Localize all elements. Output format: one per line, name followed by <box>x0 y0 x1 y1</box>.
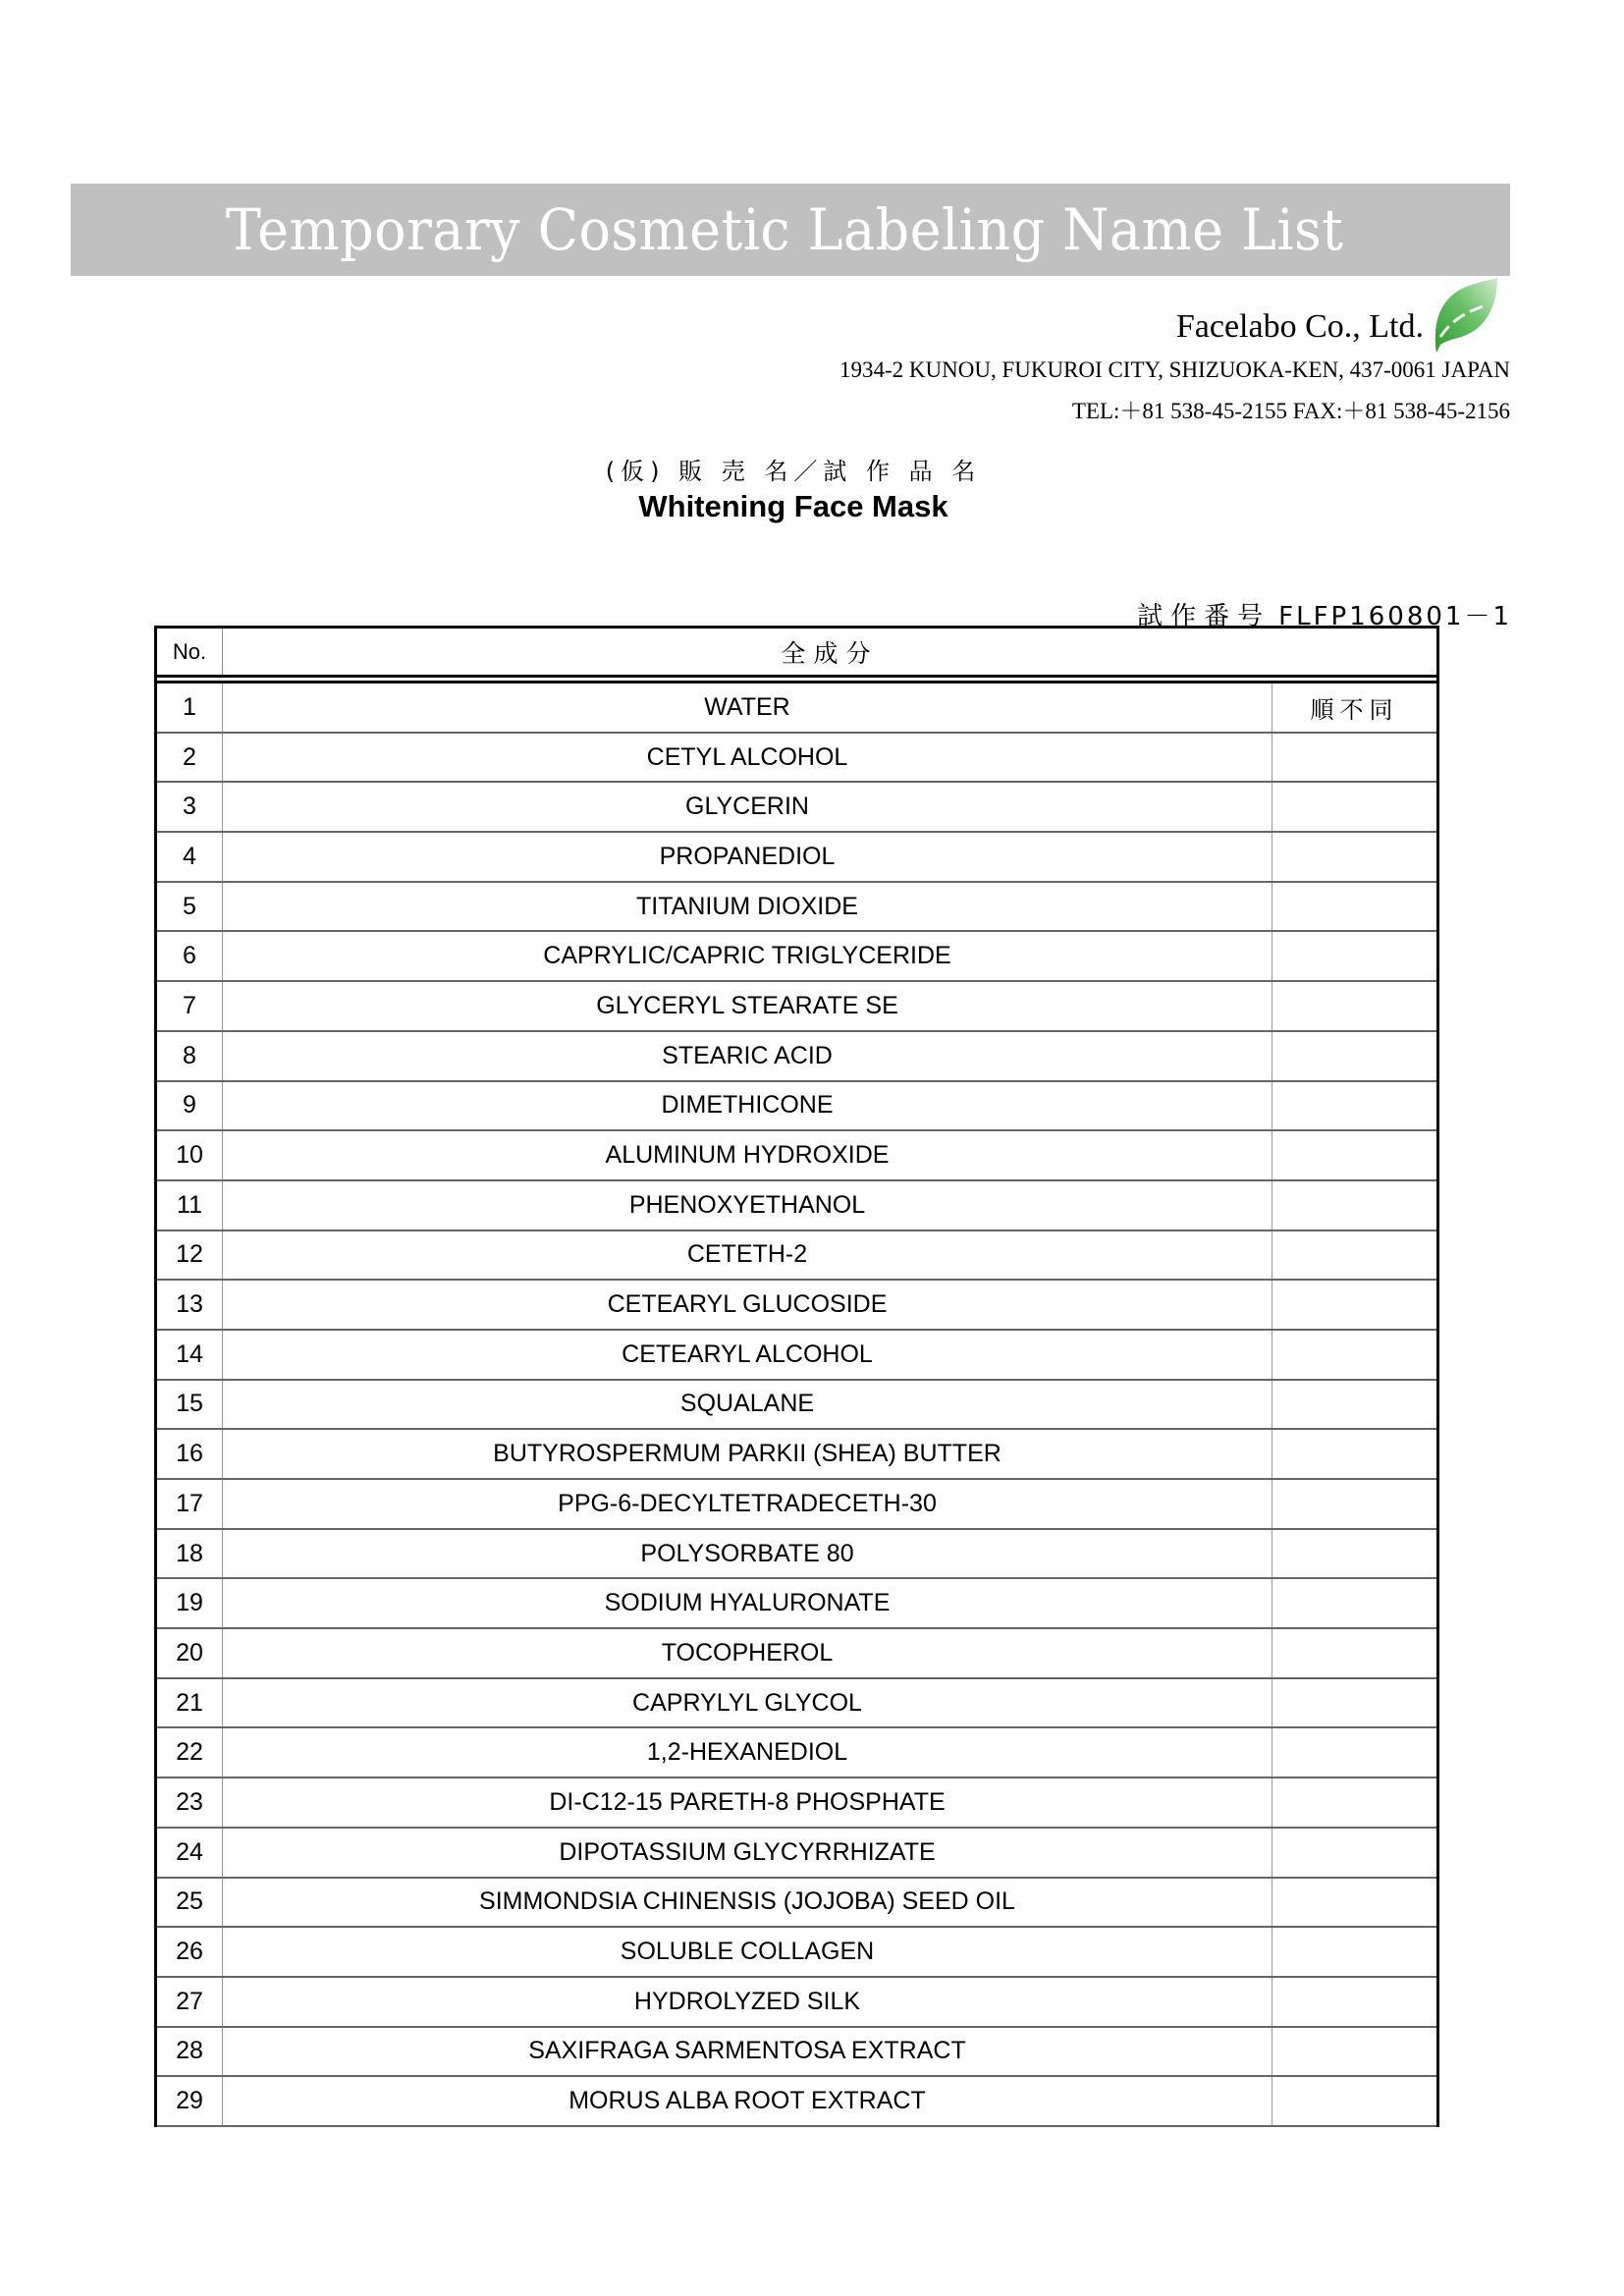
ingredient-note <box>1272 1480 1436 1528</box>
table-row <box>157 1679 1436 1729</box>
row-number: 23 <box>157 1778 223 1827</box>
row-number: 12 <box>157 1231 223 1280</box>
ingredient-note <box>1272 1181 1436 1230</box>
ingredient-name: BUTYROSPERMUM PARKII (SHEA) BUTTER <box>223 1430 1272 1478</box>
ingredient-note <box>1272 883 1436 931</box>
ingredient-note <box>1272 1629 1436 1677</box>
ingredients-table <box>154 626 1439 2127</box>
row-number: 1 <box>157 683 223 732</box>
ingredient-note <box>1272 1829 1436 1877</box>
ingredient-note <box>1272 1430 1436 1478</box>
table-row <box>157 1430 1436 1480</box>
ingredient-name: DI-C12-15 PARETH-8 PHOSPHATE <box>223 1778 1272 1827</box>
table-row <box>157 1181 1436 1231</box>
row-number: 28 <box>157 2028 223 2076</box>
row-number: 18 <box>157 1530 223 1578</box>
table-row <box>157 1032 1436 1082</box>
ingredient-name: SOLUBLE COLLAGEN <box>223 1928 1272 1976</box>
row-number: 9 <box>157 1082 223 1130</box>
ingredient-name: SQUALANE <box>223 1381 1272 1429</box>
ingredient-name: TOCOPHEROL <box>223 1629 1272 1677</box>
product-name-label: (仮) 販 売 名／試 作 品 名 <box>605 458 982 485</box>
ingredient-note <box>1272 932 1436 980</box>
ingredient-name: HYDROLYZED SILK <box>223 1978 1272 2026</box>
ingredient-name: PROPANEDIOL <box>223 833 1272 881</box>
row-number: 21 <box>157 1679 223 1727</box>
row-number: 15 <box>157 1381 223 1429</box>
company-address: 1934-2 KUNOU, FUKUROI CITY, SHIZUOKA-KEN, 437-0061 JAPAN <box>839 357 1510 382</box>
ingredient-note <box>1272 1579 1436 1627</box>
table-row <box>157 2077 1436 2127</box>
table-row <box>157 1231 1436 1282</box>
table-row <box>157 683 1436 734</box>
ingredient-note <box>1272 1331 1436 1379</box>
row-number: 7 <box>157 982 223 1030</box>
table-row <box>157 982 1436 1032</box>
ingredient-name: WATER <box>223 683 1272 732</box>
ingredient-name: SIMMONDSIA CHINENSIS (JOJOBA) SEED OIL <box>223 1879 1272 1927</box>
ingredient-note: 順不同 <box>1310 695 1399 724</box>
ingredient-note <box>1272 1778 1436 1827</box>
row-number: 8 <box>157 1032 223 1080</box>
ingredient-name: GLYCERYL STEARATE SE <box>223 982 1272 1030</box>
ingredient-name: CAPRYLIC/CAPRIC TRIGLYCERIDE <box>223 932 1272 980</box>
row-number: 10 <box>157 1131 223 1179</box>
green-leaf-icon <box>1429 276 1499 355</box>
ingredient-name: SODIUM HYALURONATE <box>223 1579 1272 1627</box>
ingredient-name: ALUMINUM HYDROXIDE <box>223 1131 1272 1179</box>
ingredient-note <box>1272 1679 1436 1727</box>
ingredient-note <box>1272 2028 1436 2076</box>
table-row <box>157 932 1436 982</box>
ingredient-note <box>1272 1978 1436 2026</box>
table-row <box>157 1928 1436 1978</box>
table-row <box>157 1331 1436 1381</box>
ingredient-note <box>1272 1928 1436 1976</box>
ingredient-name: CETEARYL GLUCOSIDE <box>223 1281 1272 1329</box>
table-row <box>157 1480 1436 1530</box>
ingredient-note <box>1272 1082 1436 1130</box>
row-number: 20 <box>157 1629 223 1677</box>
row-number: 27 <box>157 1978 223 2026</box>
ingredient-name: CAPRYLYL GLYCOL <box>223 1679 1272 1727</box>
ingredient-name: CETEARYL ALCOHOL <box>223 1331 1272 1379</box>
table-row <box>157 734 1436 784</box>
row-number: 22 <box>157 1728 223 1777</box>
ingredient-name: POLYSORBATE 80 <box>223 1530 1272 1578</box>
row-number: 2 <box>157 734 223 782</box>
table-row <box>157 1579 1436 1629</box>
table-row <box>157 833 1436 883</box>
ingredient-name: PPG-6-DECYLTETRADECETH-30 <box>223 1480 1272 1528</box>
company-contact: TEL:＋81 538-45-2155 FAX:＋81 538-45-2156 <box>1071 399 1510 423</box>
table-row <box>157 1778 1436 1829</box>
table-header <box>157 629 1436 678</box>
title-bar <box>71 184 1510 276</box>
row-number: 11 <box>157 1181 223 1230</box>
table-row <box>157 1629 1436 1679</box>
trial-number-value: FLFP160801－1 <box>1278 602 1512 631</box>
row-number: 29 <box>157 2077 223 2125</box>
table-body <box>157 683 1436 2127</box>
ingredient-name: DIPOTASSIUM GLYCYRRHIZATE <box>223 1829 1272 1877</box>
table-row <box>157 1281 1436 1331</box>
table-row <box>157 1082 1436 1132</box>
ingredient-note <box>1272 2077 1436 2125</box>
table-row <box>157 2028 1436 2078</box>
ingredient-note <box>1272 1728 1436 1777</box>
table-row <box>157 883 1436 933</box>
ingredient-note <box>1272 1879 1436 1927</box>
table-row <box>157 1131 1436 1181</box>
row-number: 26 <box>157 1928 223 1976</box>
table-row <box>157 783 1436 833</box>
ingredient-note <box>1272 1381 1436 1429</box>
ingredient-note <box>1272 1530 1436 1578</box>
row-number: 5 <box>157 883 223 931</box>
row-number: 4 <box>157 833 223 881</box>
table-row <box>157 1978 1436 2028</box>
ingredient-note <box>1272 734 1436 782</box>
row-number: 16 <box>157 1430 223 1478</box>
row-number: 24 <box>157 1829 223 1877</box>
ingredient-name: 1,2-HEXANEDIOL <box>223 1728 1272 1777</box>
ingredient-note <box>1272 1231 1436 1280</box>
row-number: 6 <box>157 932 223 980</box>
ingredient-note <box>1272 833 1436 881</box>
ingredient-note <box>1272 1281 1436 1329</box>
table-row <box>157 1530 1436 1580</box>
ingredient-note <box>1272 783 1436 831</box>
table-row <box>157 1728 1436 1778</box>
ingredient-note <box>1272 1032 1436 1080</box>
ingredient-name: DIMETHICONE <box>223 1082 1272 1130</box>
header-ingredients: 全成分 <box>781 638 879 668</box>
ingredient-note <box>1272 1131 1436 1179</box>
ingredient-name: CETYL ALCOHOL <box>223 734 1272 782</box>
row-number: 19 <box>157 1579 223 1627</box>
ingredient-name: TITANIUM DIOXIDE <box>223 883 1272 931</box>
ingredient-note <box>1272 982 1436 1030</box>
ingredient-name: CETETH-2 <box>223 1231 1272 1280</box>
ingredient-name: GLYCERIN <box>223 783 1272 831</box>
table-row <box>157 1381 1436 1431</box>
ingredient-name: MORUS ALBA ROOT EXTRACT <box>223 2077 1272 2125</box>
row-number: 17 <box>157 1480 223 1528</box>
ingredient-name: STEARIC ACID <box>223 1032 1272 1080</box>
table-row <box>157 1879 1436 1929</box>
ingredient-name: PHENOXYETHANOL <box>223 1181 1272 1230</box>
row-number: 25 <box>157 1879 223 1927</box>
ingredient-name: SAXIFRAGA SARMENTOSA EXTRACT <box>223 2028 1272 2076</box>
company-name: Facelabo Co., Ltd. <box>1175 308 1424 345</box>
row-number: 13 <box>157 1281 223 1329</box>
product-name: Whitening Face Mask <box>638 489 948 523</box>
table-row <box>157 1829 1436 1879</box>
row-number: 3 <box>157 783 223 831</box>
header-no: No. <box>157 629 223 675</box>
document-title: Temporary Cosmetic Labeling Name List <box>225 196 1344 263</box>
row-number: 14 <box>157 1331 223 1379</box>
trial-number-label: 試作番号 <box>1137 602 1272 631</box>
